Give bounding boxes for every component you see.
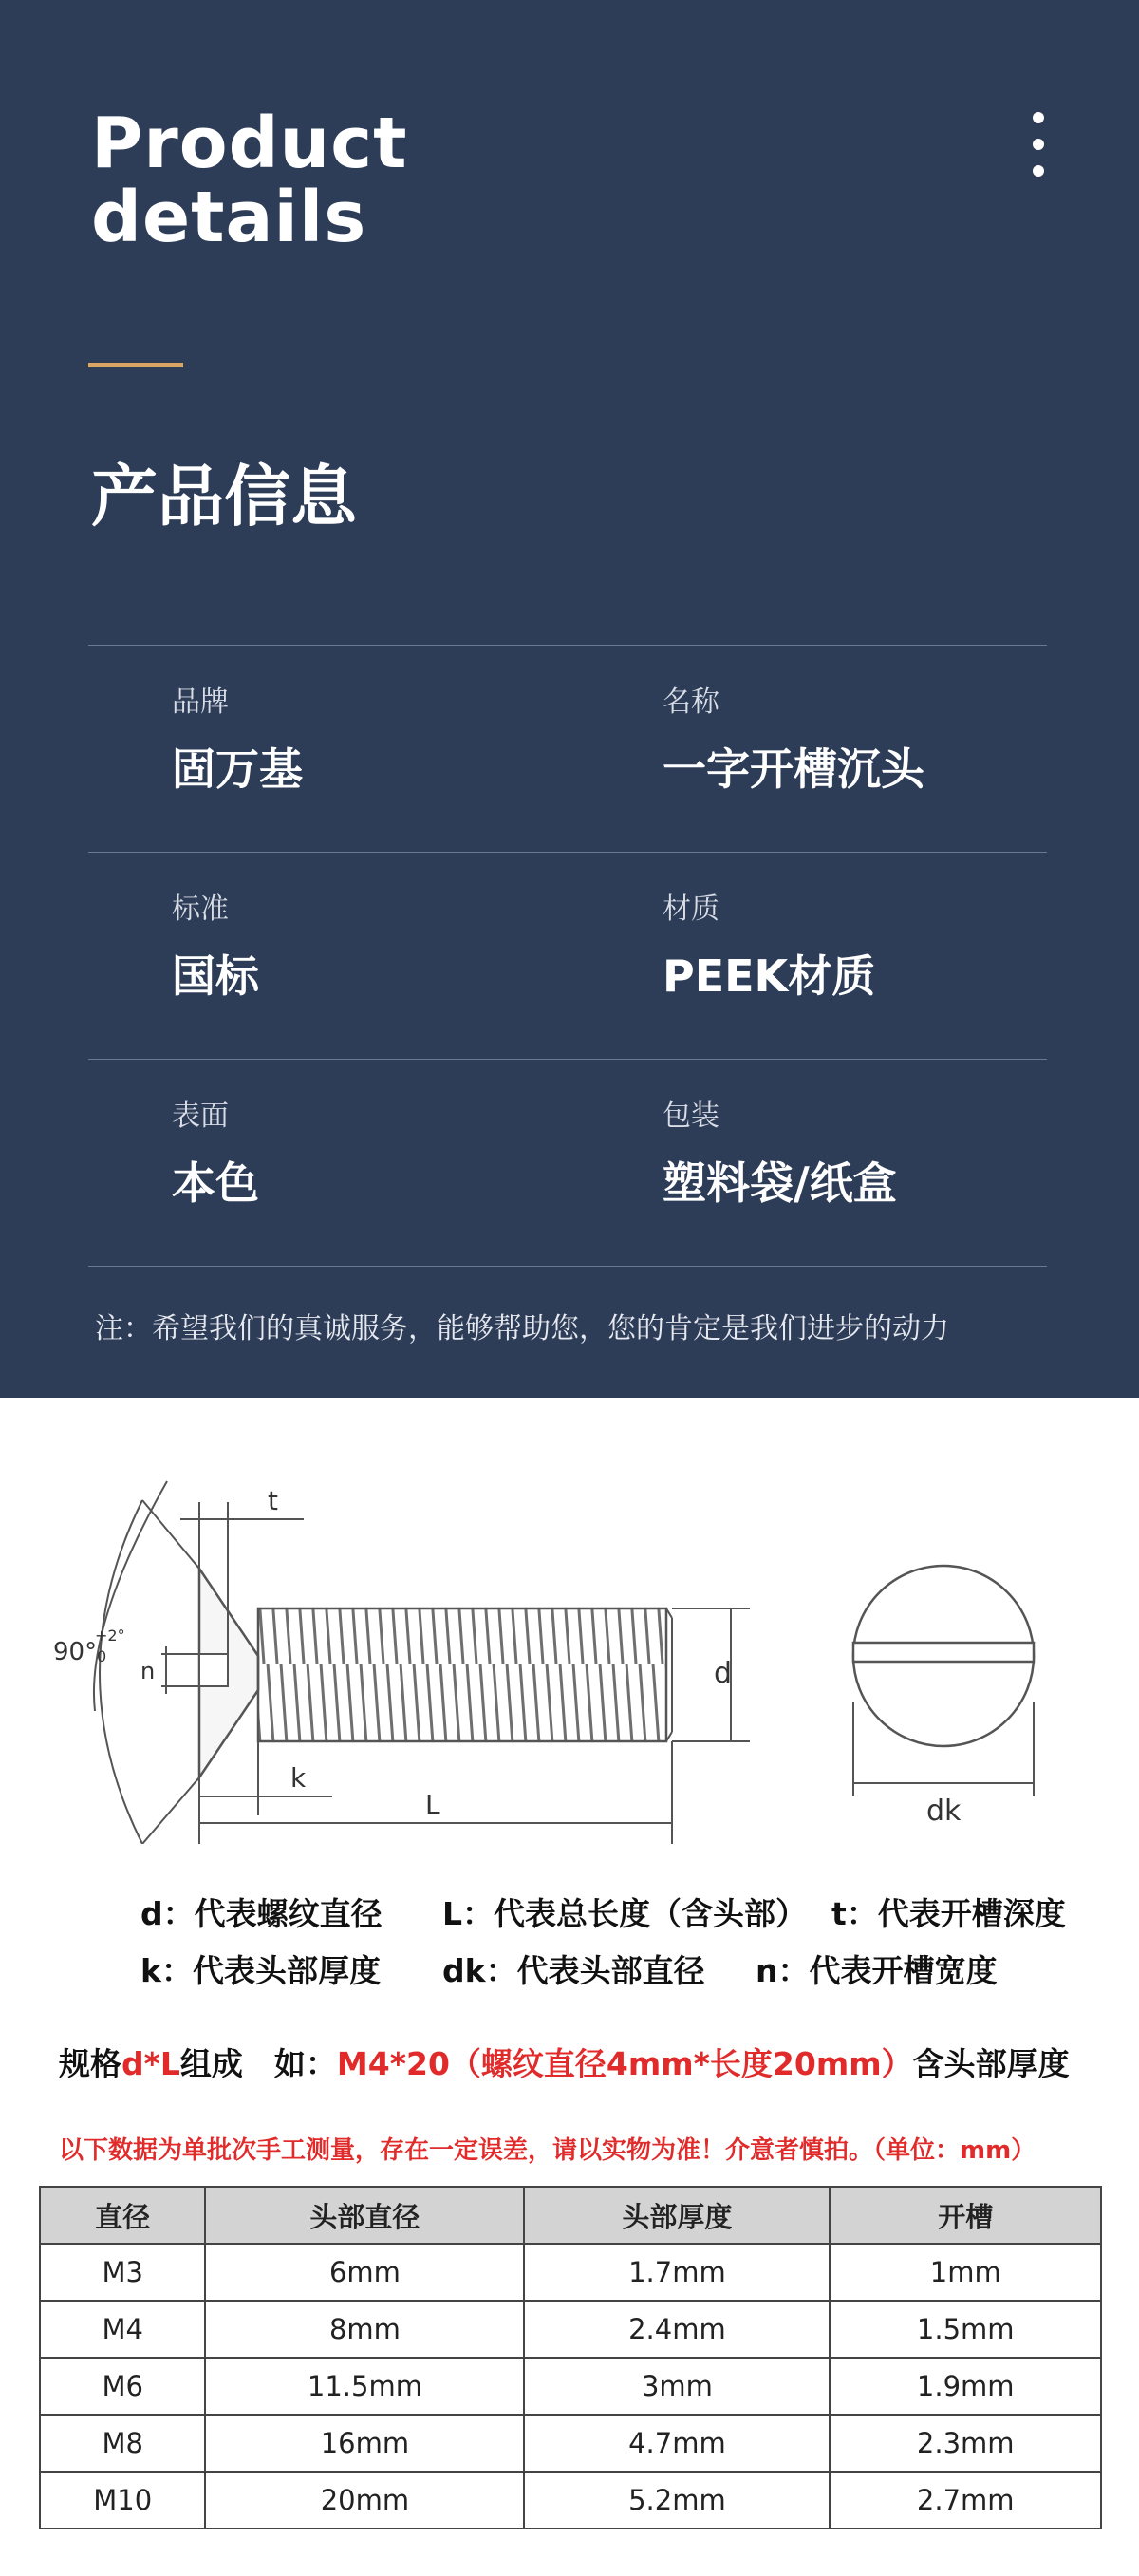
- more-menu-icon[interactable]: [1029, 112, 1048, 179]
- k-label: k: [290, 1762, 307, 1794]
- table-row: [40, 2358, 1101, 2415]
- table-cell: 1.7mm: [524, 2244, 830, 2301]
- header-head-thickness: 头部厚度: [524, 2187, 830, 2244]
- spec-format-line: [59, 2040, 1070, 2084]
- legend-k: k：代表头部厚度: [140, 1952, 381, 1989]
- spec-value: 本色: [172, 1157, 259, 1209]
- spec-row: [88, 853, 1047, 1060]
- table-cell: 5.2mm: [524, 2472, 830, 2529]
- tolerance-zero-label: 0: [97, 1647, 107, 1665]
- spec-label: 材质: [663, 893, 719, 926]
- table-cell: 6mm: [205, 2244, 524, 2301]
- spec-format-prefix: 规格: [59, 2045, 121, 2082]
- size-table: [39, 2186, 1102, 2529]
- spec-row: [88, 646, 1047, 853]
- spec-value: 国标: [172, 950, 259, 1002]
- table-cell: 1mm: [830, 2244, 1101, 2301]
- table-row: [40, 2301, 1101, 2358]
- d-label: d: [714, 1657, 733, 1690]
- spec-value: 塑料袋/纸盒: [663, 1157, 897, 1209]
- table-row: [40, 2244, 1101, 2301]
- header-head-diameter: 头部直径: [205, 2187, 524, 2244]
- table-cell: M6: [40, 2358, 205, 2415]
- spec-label: 名称: [663, 686, 719, 719]
- spec-cell: [172, 1060, 259, 1212]
- table-cell: 2.7mm: [830, 2472, 1101, 2529]
- table-cell: M3: [40, 2244, 205, 2301]
- page-title-en: [91, 103, 408, 258]
- spec-value: 固万基: [172, 743, 303, 795]
- table-cell: 20mm: [205, 2472, 524, 2529]
- dk-label: dk: [926, 1795, 962, 1828]
- t-label: t: [268, 1485, 278, 1516]
- legend-dk: dk：代表头部直径: [442, 1952, 705, 1989]
- header-slot: 开槽: [830, 2187, 1101, 2244]
- spec-cell: [172, 853, 259, 1005]
- tolerance-plus-label: +2°: [95, 1626, 125, 1645]
- table-cell: M4: [40, 2301, 205, 2358]
- table-cell: 16mm: [205, 2415, 524, 2472]
- spec-list: [88, 645, 1047, 1267]
- spec-format-example: M4*20（螺纹直径4mm*长度20mm）: [336, 2045, 913, 2082]
- angle-label: 90°: [53, 1638, 98, 1666]
- spec-cell: [663, 853, 875, 1005]
- table-header-row: [40, 2187, 1101, 2244]
- table-cell: 4.7mm: [524, 2415, 830, 2472]
- spec-label: 标准: [172, 893, 229, 926]
- legend-t: t：代表开槽深度: [831, 1895, 1066, 1932]
- spec-format-dl: d*L: [121, 2045, 180, 2082]
- service-note: 注：希望我们的真诚服务，能够帮助您，您的肯定是我们进步的动力: [95, 1312, 949, 1345]
- spec-label: 表面: [172, 1100, 229, 1133]
- table-cell: 11.5mm: [205, 2358, 524, 2415]
- table-cell: 8mm: [205, 2301, 524, 2358]
- legend-d: d：代表螺纹直径: [140, 1895, 383, 1932]
- header-diameter: 直径: [40, 2187, 205, 2244]
- L-label: L: [425, 1789, 440, 1820]
- table-cell: M10: [40, 2472, 205, 2529]
- legend-L: L：代表总长度（含头部）: [442, 1895, 808, 1932]
- title-line-2: details: [91, 177, 367, 258]
- screw-diagram: [0, 1398, 1139, 1844]
- table-cell: 3mm: [524, 2358, 830, 2415]
- spec-cell: [663, 646, 924, 798]
- spec-format-mid: 组成 如：: [179, 2045, 337, 2082]
- table-cell: 2.4mm: [524, 2301, 830, 2358]
- measurement-warning: 以下数据为单批次手工测量，存在一定误差，请以实物为准！介意者慎拍。（单位：mm）: [59, 2136, 1036, 2165]
- spec-cell: [663, 1060, 897, 1212]
- spec-format-suffix: 含头部厚度: [912, 2045, 1070, 2082]
- accent-divider: [88, 363, 183, 367]
- table-cell: 1.9mm: [830, 2358, 1101, 2415]
- table-row: [40, 2472, 1101, 2529]
- legend-n: n：代表开槽宽度: [756, 1952, 998, 1989]
- spec-value: 一字开槽沉头: [663, 743, 924, 795]
- spec-value: PEEK材质: [663, 950, 876, 1002]
- title-line-1: Product: [91, 103, 408, 184]
- page-title-cn: 产品信息: [91, 458, 357, 536]
- n-label: n: [140, 1658, 156, 1684]
- table-cell: 2.3mm: [830, 2415, 1101, 2472]
- spec-cell: [172, 646, 303, 798]
- spec-label: 包装: [663, 1100, 719, 1133]
- spec-label: 品牌: [172, 686, 229, 719]
- table-row: [40, 2415, 1101, 2472]
- table-cell: 1.5mm: [830, 2301, 1101, 2358]
- spec-row: [88, 1060, 1047, 1267]
- table-cell: M8: [40, 2415, 205, 2472]
